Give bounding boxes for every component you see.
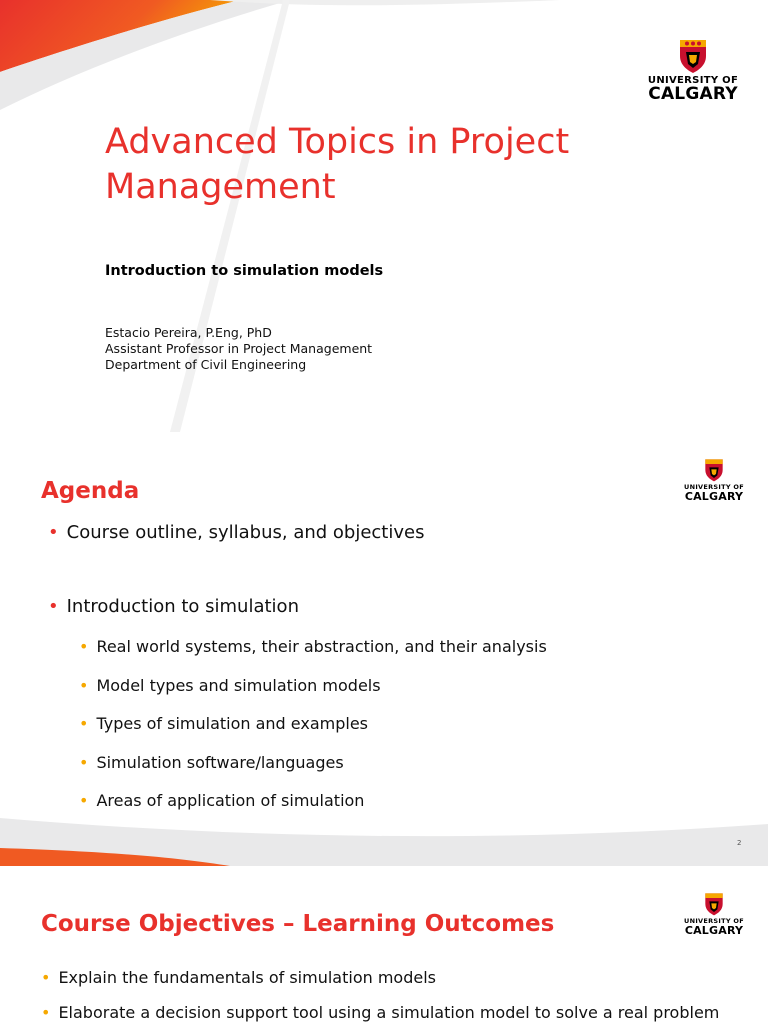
list-item: • Elaborate a decision support tool using a simulation model to solve a real problem [41,1003,720,1022]
list-item: • Introduction to simulation [48,596,299,617]
logo-calgary: CALGARY [684,924,744,937]
sub-list-item: • Real world systems, their abstraction, and their analysis [79,637,547,656]
agenda-slide [0,432,768,866]
bullet-icon: • [41,968,51,987]
slide-heading: Agenda [41,478,140,504]
author-position: Assistant Professor in Project Management [105,341,373,356]
author-department: Department of Civil Engineering [105,357,307,372]
sub-list-item: • Types of simulation and examples [79,714,368,733]
bottom-swoosh-decoration [0,818,768,866]
bullet-icon: • [48,596,59,617]
author-block [105,325,372,373]
sub-list-item: • Model types and simulation models [79,676,381,695]
university-crest-icon [678,38,708,74]
logo-calgary: CALGARY [684,490,744,503]
logo-university-of: UNIVERSITY OF [684,483,744,491]
logo-university-of: UNIVERSITY OF [684,917,744,925]
list-item: • Course outline, syllabus, and objectives [48,522,425,543]
university-logo [644,38,742,103]
objectives-slide [0,866,768,1024]
slide-heading: Course Objectives – Learning Outcomes [41,911,555,937]
university-crest-icon [704,892,724,916]
university-crest-icon [704,458,724,482]
bullet-icon: • [48,522,59,543]
bullet-icon: • [79,676,89,695]
sub-list-item: • Areas of application of simulation [79,791,365,810]
bullet-icon: • [79,791,89,810]
presentation-title: Advanced Topics in Project Management [105,122,570,207]
title-slide [0,0,768,432]
logo-university-of: UNIVERSITY OF [647,75,739,86]
author-name: Estacio Pereira, P.Eng, PhD [105,325,272,340]
page-number: 2 [737,839,742,847]
bullet-icon: • [79,714,89,733]
logo-calgary: CALGARY [648,84,738,104]
bullet-icon: • [41,1003,51,1022]
presentation-subtitle: Introduction to simulation models [105,263,384,279]
list-item: • Explain the fundamentals of simulation models [41,968,436,987]
university-logo [682,458,746,502]
university-logo [682,892,746,936]
sub-list-item: • Simulation software/languages [79,753,344,772]
bullet-icon: • [79,753,89,772]
bullet-icon: • [79,637,89,656]
